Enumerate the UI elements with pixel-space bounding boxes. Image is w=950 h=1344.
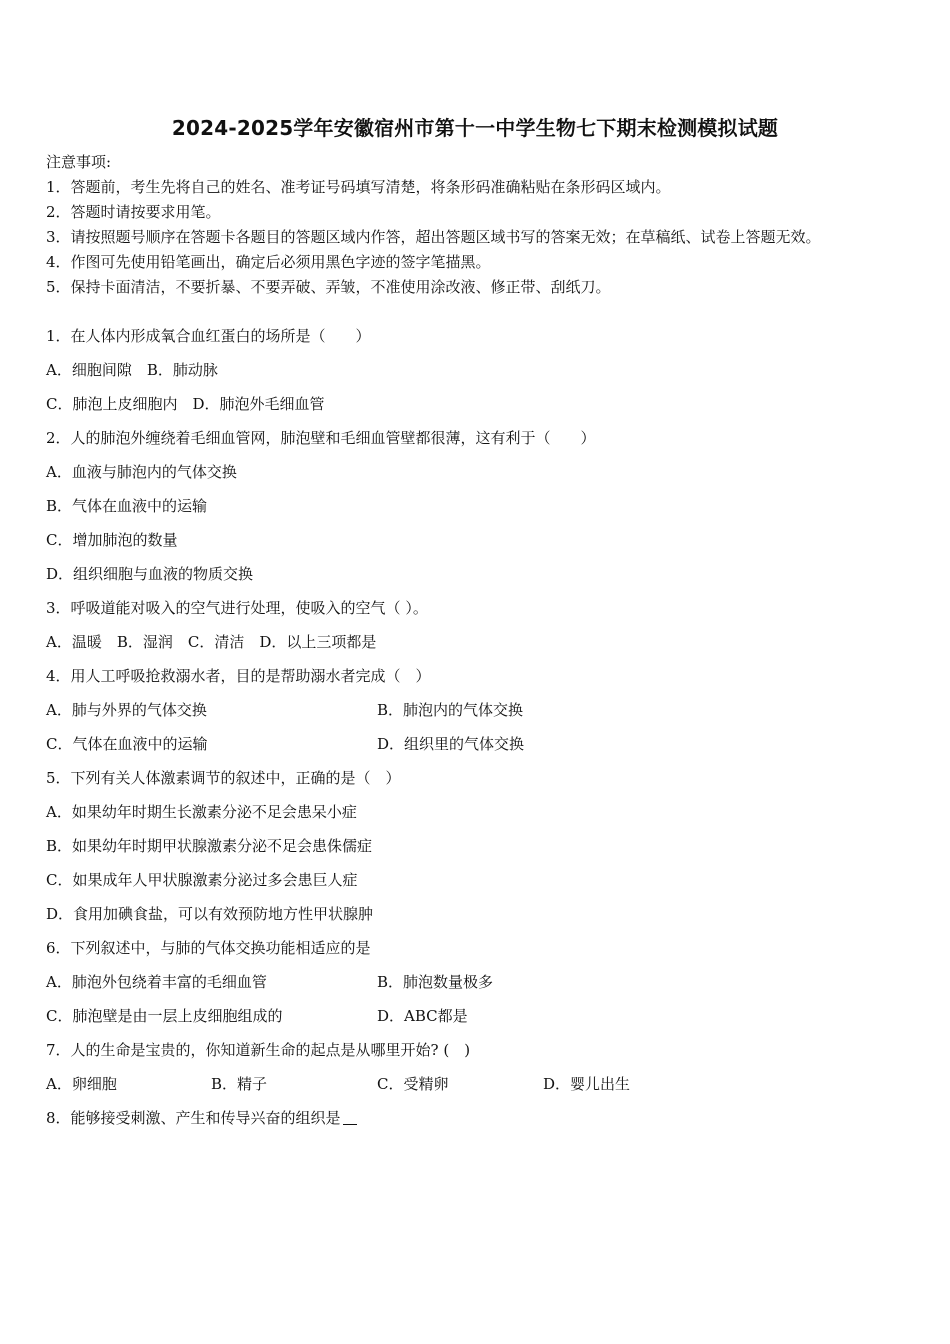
answer-option: C．如果成年人甲状腺激素分泌过多会患巨人症 — [46, 871, 358, 889]
answer-option: D．ABC都是 — [377, 1007, 468, 1025]
question-stem: 8．能够接受刺激、产生和传导兴奋的组织是 — [46, 1109, 341, 1127]
answer-option: A．如果幼年时期生长激素分泌不足会患呆小症 — [46, 803, 357, 821]
question-stem: 7．人的生命是宝贵的，你知道新生命的起点是从哪里开始? ( ) — [46, 1041, 471, 1059]
answer-option: A．卵细胞 — [46, 1075, 117, 1093]
question-stem: 1．在人体内形成氧合血红蛋白的场所是（ ） — [46, 327, 371, 345]
answer-blank — [343, 1110, 357, 1125]
answer-option: B．精子 — [211, 1075, 268, 1093]
question-stem: 4．用人工呼吸抢救溺水者，目的是帮助溺水者完成（ ） — [46, 667, 431, 685]
answer-option-row: A．温暖 B．湿润 C．清洁 D．以上三项都是 — [46, 633, 377, 651]
notice-item: 3．请按照题号顺序在答题卡各题目的答题区域内作答，超出答题区域书写的答案无效；在草稿纸、试卷上答题无效。 — [46, 228, 821, 246]
answer-option: B．肺泡数量极多 — [377, 973, 494, 991]
answer-option: B．气体在血液中的运输 — [46, 497, 208, 515]
answer-option: D．婴儿出生 — [543, 1075, 631, 1093]
question-stem: 6．下列叙述中，与肺的气体交换功能相适应的是 — [46, 939, 371, 957]
answer-option: C．受精卵 — [377, 1075, 449, 1093]
question-stem: 3．呼吸道能对吸入的空气进行处理，使吸入的空气（ ）。 — [46, 599, 428, 617]
answer-option-row: C．肺泡上皮细胞内 D．肺泡外毛细血管 — [46, 395, 325, 413]
answer-option: C．气体在血液中的运输 — [46, 735, 208, 753]
notice-item: 1．答题前，考生先将自己的姓名、准考证号码填写清楚，将条形码准确粘贴在条形码区域内。 — [46, 178, 671, 196]
page-title: 2024-2025学年安徽宿州市第十一中学生物七下期末检测模拟试题 — [171, 116, 779, 140]
answer-option: D．食用加碘食盐，可以有效预防地方性甲状腺肿 — [46, 905, 374, 923]
answer-option-row: A．细胞间隙 B．肺动脉 — [46, 361, 218, 379]
question-stem: 2．人的肺泡外缠绕着毛细血管网，肺泡壁和毛细血管壁都很薄，这有利于（ ） — [46, 429, 596, 447]
answer-option: B．如果幼年时期甲状腺激素分泌不足会患侏儒症 — [46, 837, 373, 855]
answer-option: A．血液与肺泡内的气体交换 — [46, 463, 237, 481]
answer-option: C．肺泡壁是由一层上皮细胞组成的 — [46, 1007, 283, 1025]
notice-item: 4．作图可先使用铅笔画出，确定后必须用黑色字迹的签字笔描黑。 — [46, 253, 491, 271]
answer-option: A．肺泡外包绕着丰富的毛细血管 — [46, 973, 267, 991]
answer-option: D．组织细胞与血液的物质交换 — [46, 565, 254, 583]
answer-option: D．组织里的气体交换 — [377, 735, 525, 753]
notice-item: 5．保持卡面清洁，不要折暴、不要弄破、弄皱，不准使用涂改液、修正带、刮纸刀。 — [46, 278, 611, 296]
question-stem-wrapper — [46, 1108, 357, 1128]
question-stem: 5．下列有关人体激素调节的叙述中，正确的是（ ） — [46, 769, 401, 787]
answer-option: B．肺泡内的气体交换 — [377, 701, 524, 719]
answer-option: A．肺与外界的气体交换 — [46, 701, 207, 719]
answer-option: C．增加肺泡的数量 — [46, 531, 178, 549]
notice-heading: 注意事项: — [46, 153, 112, 171]
notice-item: 2．答题时请按要求用笔。 — [46, 203, 221, 221]
